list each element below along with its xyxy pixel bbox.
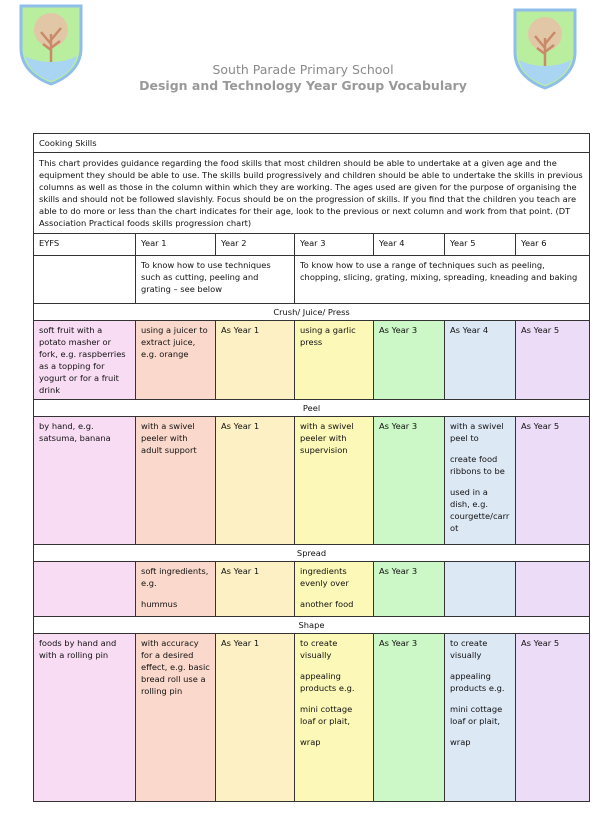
skill-text: to create visually <box>300 638 338 661</box>
section-header-row <box>34 304 590 321</box>
skill-text: with a swivel peel to <box>450 421 504 444</box>
school-name: South Parade Primary School <box>212 62 394 77</box>
column-header-year-3: Year 3 <box>295 234 374 256</box>
skill-text: using a juicer to extract juice, e.g. orange <box>141 325 208 360</box>
column-header-row <box>34 234 590 256</box>
skill-text: by hand, e.g. satsuma, banana <box>39 421 111 444</box>
skill-text: hummus <box>141 599 178 610</box>
skill-cell-year-1 <box>136 634 216 802</box>
skill-row <box>34 562 590 617</box>
section-title: Shape <box>34 617 590 634</box>
document-subtitle: Design and Technology Year Group Vocabulary <box>139 78 467 93</box>
column-header-year-6: Year 6 <box>516 234 590 256</box>
column-header-year-2: Year 2 <box>216 234 295 256</box>
skill-text: using a garlic press <box>300 325 356 348</box>
skill-cell-year-2 <box>216 562 295 617</box>
aims-row <box>34 256 590 304</box>
aims-ks2: To know how to use a range of techniques such as peeling, chopping, slicing, grating, mixing, spreading, kneading and baking <box>295 256 590 304</box>
section-header-row <box>34 617 590 634</box>
aims-eyfs <box>34 256 136 304</box>
skill-row <box>34 634 590 802</box>
skill-text: As Year 3 <box>379 566 418 577</box>
skill-text: appealing products e.g. <box>300 671 355 694</box>
skill-text: mini cottage loaf or plait, <box>450 704 503 727</box>
skill-row <box>34 321 590 400</box>
skill-cell-year-5 <box>445 562 516 617</box>
skill-text: As Year 3 <box>379 325 418 336</box>
skill-cell-year-1 <box>136 562 216 617</box>
skill-cell-eyfs <box>34 417 136 545</box>
skill-cell-year-2 <box>216 321 295 400</box>
skill-cell-year-2 <box>216 417 295 545</box>
table-title: Cooking Skills <box>34 134 590 153</box>
skill-text: wrap <box>450 737 471 748</box>
skill-text: As Year 5 <box>521 325 560 336</box>
skill-text: foods by hand and with a rolling pin <box>39 638 117 661</box>
skill-text: ingredients evenly over <box>300 566 349 589</box>
skill-text: mini cottage loaf or plait, <box>300 704 353 727</box>
skill-text: As Year 3 <box>379 421 418 432</box>
skill-text: As Year 1 <box>221 566 260 577</box>
skill-cell-year-2 <box>216 634 295 802</box>
skill-text: As Year 1 <box>221 325 260 336</box>
skill-cell-eyfs <box>34 634 136 802</box>
intro-paragraph: This chart provides guidance regarding the food skills that most children should be able to undertake at a given age and the equipment they should be able to use. The skills build progressively and children should be able to undertake the skills in previous columns as well as those in the column within which they are working. The ages used are given for the purpose of organising the skills and should not be followed slavishly. Focus should be on the progression of skills. If you find that the children you teach are able to do more or less than the chart indicates for their age, look to the previous or next column and work from that point. (DT Association Practical foods skills progression chart) <box>34 153 590 234</box>
skill-cell-year-6 <box>516 321 590 400</box>
skill-text: soft ingredients, e.g. <box>141 566 209 589</box>
section-title: Spread <box>34 545 590 562</box>
skill-cell-year-4 <box>374 634 445 802</box>
skill-text: As Year 1 <box>221 421 260 432</box>
skill-cell-year-5 <box>445 634 516 802</box>
skill-cell-year-3 <box>295 417 374 545</box>
skill-row <box>34 417 590 545</box>
skill-cell-year-3 <box>295 321 374 400</box>
column-header-year-5: Year 5 <box>445 234 516 256</box>
section-title: Crush/ Juice/ Press <box>34 304 590 321</box>
column-header-year-4: Year 4 <box>374 234 445 256</box>
skill-text: appealing products e.g. <box>450 671 505 694</box>
column-header-year-1: Year 1 <box>136 234 216 256</box>
skill-cell-year-3 <box>295 562 374 617</box>
skill-cell-year-3 <box>295 634 374 802</box>
skill-cell-eyfs <box>34 562 136 617</box>
skill-cell-year-4 <box>374 562 445 617</box>
skill-cell-year-5 <box>445 321 516 400</box>
skill-text: another food <box>300 599 354 610</box>
skill-text: used in a dish, e.g. courgette/carrot <box>450 487 510 534</box>
skill-cell-year-6 <box>516 634 590 802</box>
section-header-row <box>34 400 590 417</box>
column-header-eyfs: EYFS <box>34 234 136 256</box>
skill-text: As Year 4 <box>450 325 489 336</box>
skill-text: As Year 5 <box>521 421 560 432</box>
skill-text: soft fruit with a potato masher or fork, e.g. raspberries as a topping for yogurt or for a fruit drink <box>39 325 126 396</box>
skill-cell-eyfs <box>34 321 136 400</box>
skill-cell-year-6 <box>516 562 590 617</box>
skill-text: with a swivel peeler with adult support <box>141 421 197 456</box>
skill-text: create food ribbons to be <box>450 454 505 477</box>
skill-text: with a swivel peeler with supervision <box>300 421 354 456</box>
skill-cell-year-4 <box>374 321 445 400</box>
skill-cell-year-1 <box>136 321 216 400</box>
skill-text: As Year 3 <box>379 638 418 649</box>
skill-text: with accuracy for a desired effect, e.g. basic bread roll use a rolling pin <box>141 638 210 697</box>
skill-cell-year-4 <box>374 417 445 545</box>
skill-cell-year-5 <box>445 417 516 545</box>
skill-text: As Year 5 <box>521 638 560 649</box>
skill-cell-year-6 <box>516 417 590 545</box>
cooking-skills-table <box>33 133 590 802</box>
skill-cell-year-1 <box>136 417 216 545</box>
section-title: Peel <box>34 400 590 417</box>
aims-ks1: To know how to use techniques such as cutting, peeling and grating – see below <box>136 256 295 304</box>
skill-text: wrap <box>300 737 321 748</box>
section-header-row <box>34 545 590 562</box>
skill-text: As Year 1 <box>221 638 260 649</box>
skill-text: to create visually <box>450 638 488 661</box>
